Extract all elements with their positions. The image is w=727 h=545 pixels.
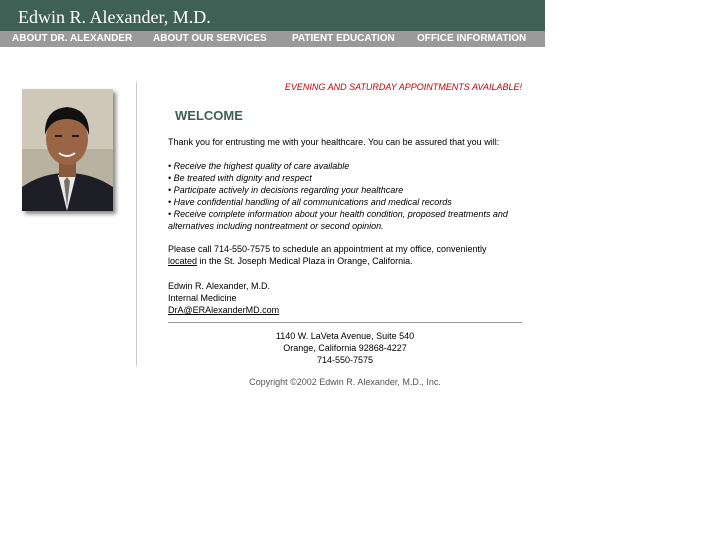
site-title: Edwin R. Alexander, M.D. bbox=[18, 7, 211, 27]
doctor-name: Edwin R. Alexander, M.D. bbox=[168, 281, 271, 291]
address-line-2: Orange, California 92868-4227 bbox=[283, 343, 407, 353]
list-item: • Participate actively in decisions regarding your healthcare bbox=[168, 185, 404, 195]
commitments-list bbox=[168, 160, 528, 232]
signature-block bbox=[168, 280, 279, 316]
content-divider bbox=[136, 82, 137, 366]
office-phone: 714-550-7575 bbox=[316, 355, 374, 365]
nav-about-our-services[interactable]: ABOUT OUR SERVICES bbox=[153, 33, 267, 44]
appointment-call-text bbox=[168, 243, 518, 267]
copyright-text: Copyright ©2002 Edwin R. Alexander, M.D., Inc. bbox=[249, 377, 441, 387]
welcome-heading: WELCOME bbox=[175, 108, 243, 123]
divider bbox=[168, 322, 522, 323]
nav-office-information[interactable]: OFFICE INFORMATION bbox=[417, 33, 527, 44]
email-link[interactable]: DrA@ERAlexanderMD.com bbox=[168, 305, 280, 315]
list-item: • Receive the highest quality of care available bbox=[168, 161, 350, 171]
site-header bbox=[0, 0, 545, 31]
address-line-1: 1140 W. LaVeta Avenue, Suite 540 bbox=[275, 331, 415, 341]
appointments-announcement: EVENING AND SATURDAY APPOINTMENTS AVAILABLE! bbox=[284, 82, 522, 92]
intro-text: Thank you for entrusting me with your healthcare. You can be assured that you will: bbox=[168, 137, 500, 147]
office-address bbox=[168, 330, 522, 366]
main-nav bbox=[0, 31, 545, 47]
call-text-prefix: Please call 714-550-7575 to schedule an appointment at my office, conveniently bbox=[168, 244, 487, 254]
doctor-photo bbox=[22, 89, 113, 211]
portrait-image bbox=[22, 89, 113, 211]
doctor-specialty: Internal Medicine bbox=[168, 293, 237, 303]
nav-patient-education[interactable]: PATIENT EDUCATION bbox=[292, 33, 395, 44]
nav-about-dr-alexander[interactable]: ABOUT DR. ALEXANDER bbox=[12, 33, 133, 44]
call-text-suffix: in the St. Joseph Medical Plaza in Orange, California. bbox=[197, 256, 413, 266]
location-link[interactable]: located bbox=[168, 256, 198, 266]
list-item: • Be treated with dignity and respect bbox=[168, 173, 312, 183]
list-item: • Receive complete information about your health condition, proposed treatments and alternatives including nontreatment or second opinion. bbox=[168, 209, 508, 231]
list-item: • Have confidential handling of all communications and medical records bbox=[168, 197, 452, 207]
